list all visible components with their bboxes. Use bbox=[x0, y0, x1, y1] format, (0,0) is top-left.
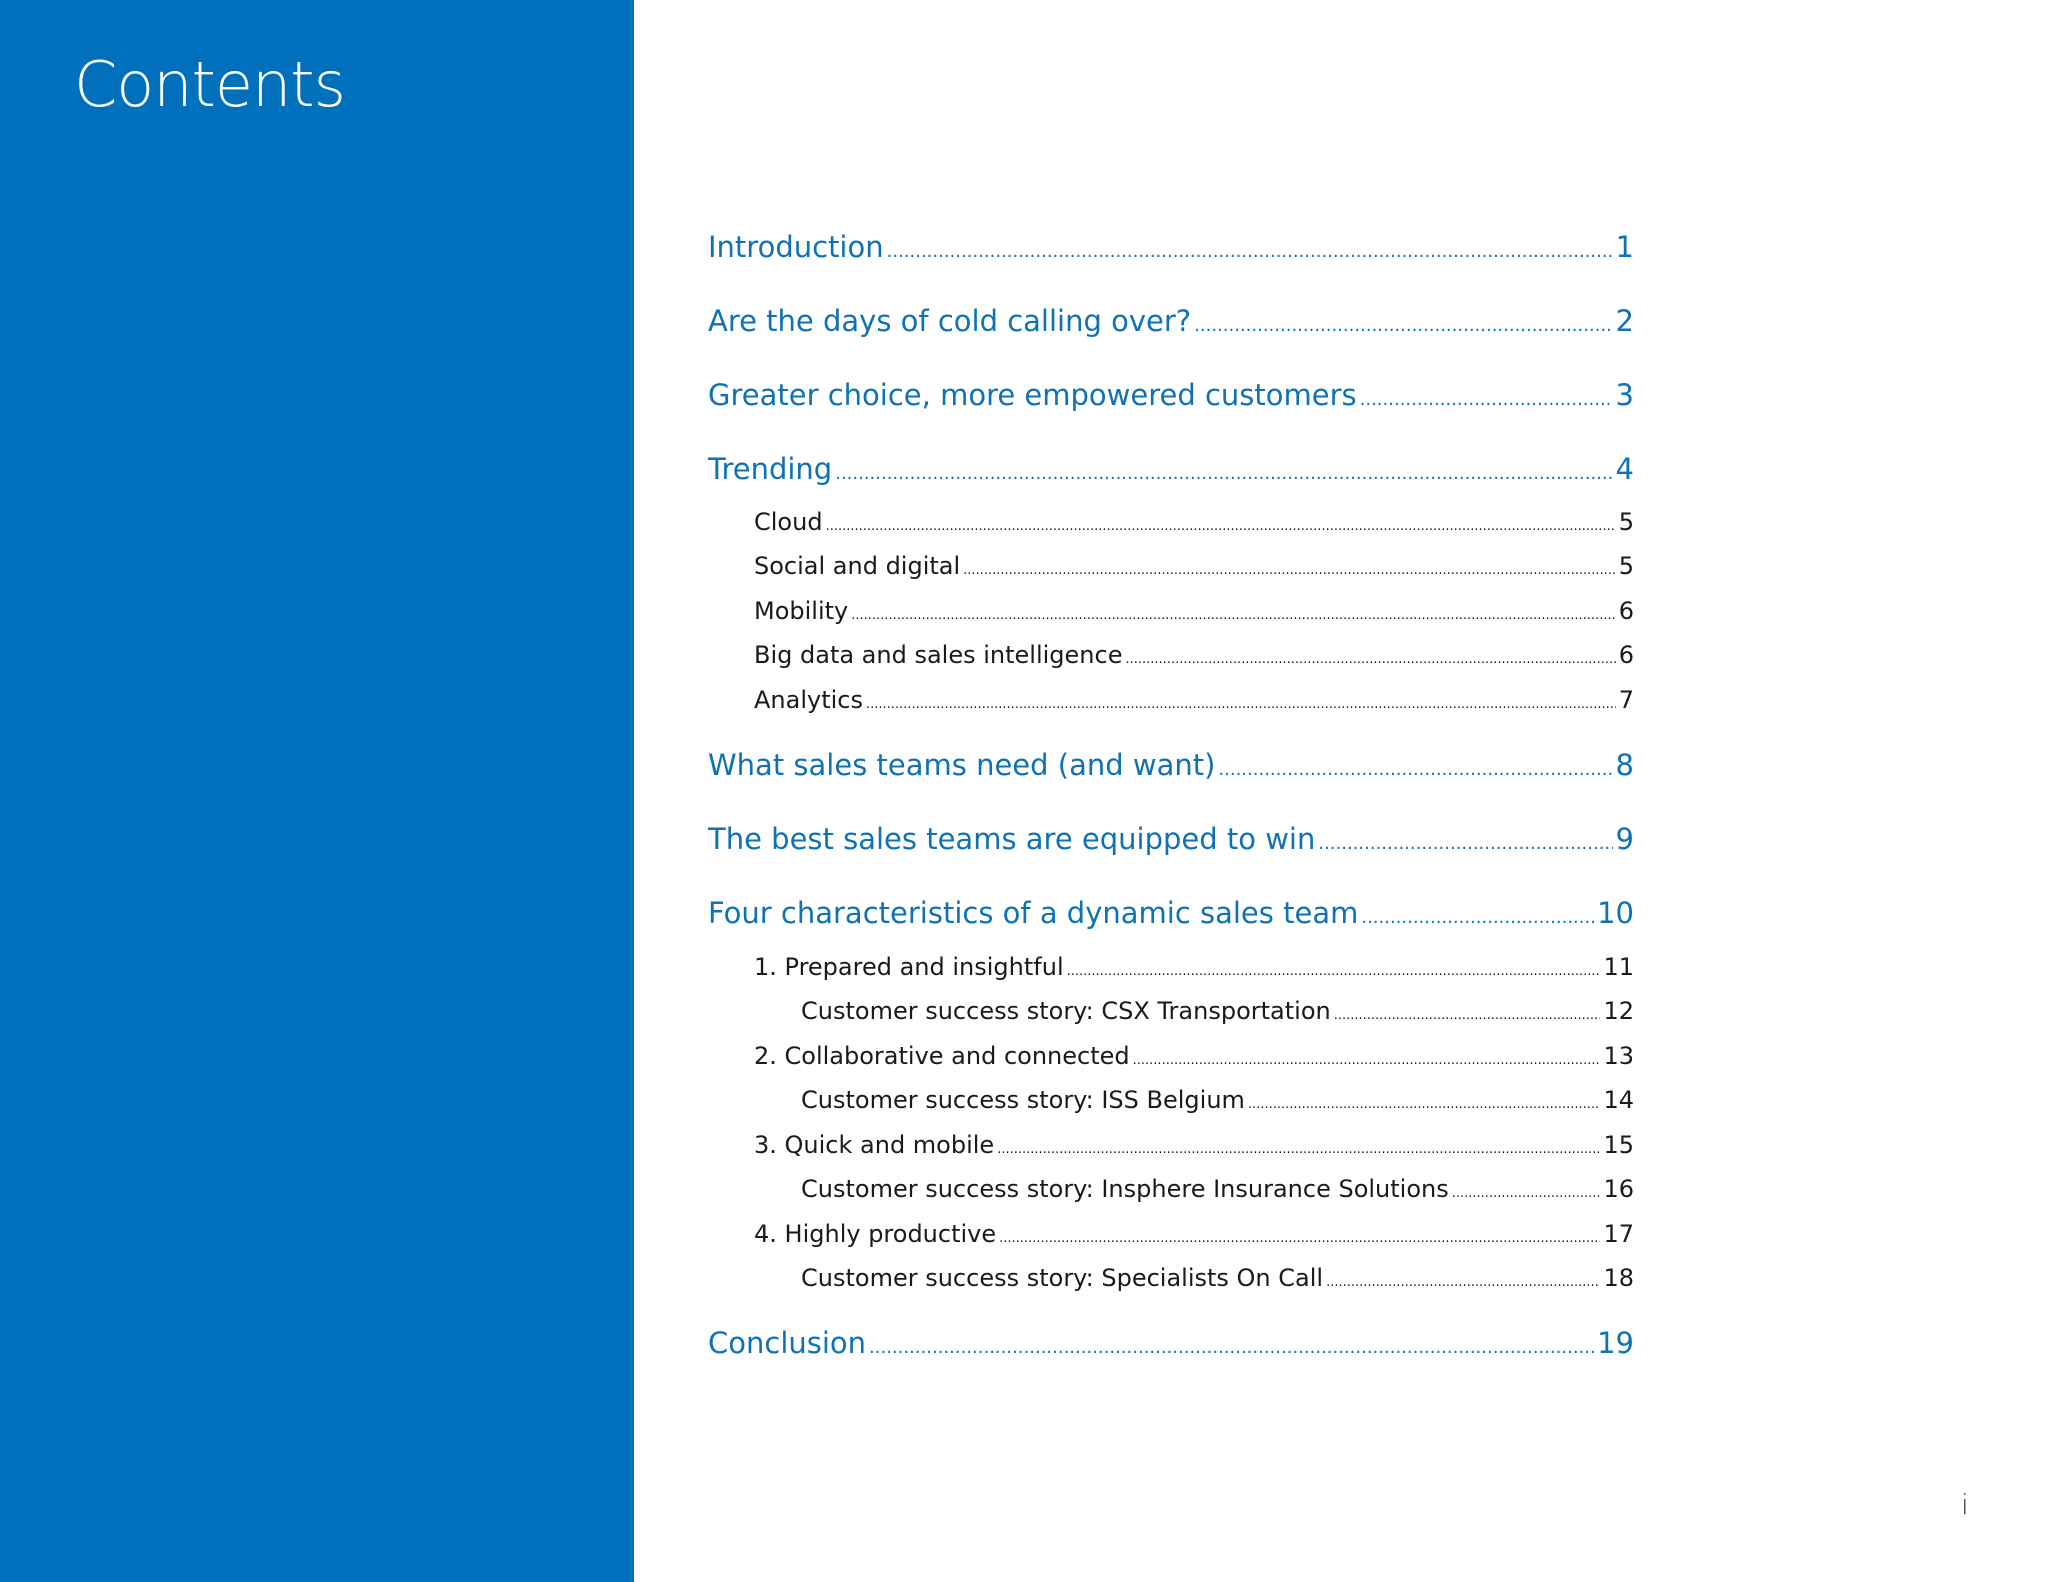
dot-leader bbox=[887, 241, 1613, 263]
dot-leader bbox=[997, 1142, 1600, 1158]
toc-entry-page: 5 bbox=[1618, 552, 1634, 580]
dot-leader bbox=[1248, 1097, 1601, 1113]
toc-entry-title: Customer success story: Insphere Insurance Solutions bbox=[801, 1175, 1449, 1203]
toc-entry-title: Big data and sales intelligence bbox=[754, 641, 1123, 669]
toc-entry-page: 4 bbox=[1615, 452, 1634, 486]
toc-entry-page: 1 bbox=[1615, 230, 1634, 264]
toc-entry[interactable] bbox=[708, 304, 1634, 339]
dot-leader bbox=[835, 463, 1612, 485]
toc-entry[interactable] bbox=[754, 686, 1634, 715]
toc-entry-title: Analytics bbox=[754, 686, 863, 714]
dot-leader bbox=[1452, 1186, 1601, 1202]
toc-entry[interactable] bbox=[754, 1131, 1634, 1160]
dot-leader bbox=[1334, 1008, 1601, 1024]
toc-entry[interactable] bbox=[708, 378, 1634, 413]
page-title: Contents bbox=[74, 48, 345, 121]
toc-entry[interactable] bbox=[754, 1220, 1634, 1249]
toc-entry-title: Conclusion bbox=[708, 1326, 867, 1360]
toc-entry[interactable] bbox=[754, 953, 1634, 982]
toc-entry-page: 8 bbox=[1615, 748, 1634, 782]
toc-entry-title: Cloud bbox=[754, 508, 823, 536]
dot-leader bbox=[999, 1231, 1600, 1247]
toc-entry-title: Customer success story: ISS Belgium bbox=[801, 1086, 1245, 1114]
toc-entry[interactable] bbox=[801, 1264, 1634, 1293]
dot-leader bbox=[1125, 652, 1615, 668]
toc-entry-page: 12 bbox=[1603, 997, 1634, 1025]
toc-entry-title: The best sales teams are equipped to win bbox=[708, 822, 1316, 856]
page-number: i bbox=[1961, 1488, 1969, 1521]
toc-entry[interactable] bbox=[754, 641, 1634, 670]
dot-leader bbox=[869, 1337, 1594, 1359]
dot-leader bbox=[963, 563, 1616, 579]
toc-entry-title: Greater choice, more empowered customers bbox=[708, 378, 1357, 412]
toc-entry-page: 3 bbox=[1615, 378, 1634, 412]
toc-entry-page: 6 bbox=[1618, 597, 1634, 625]
toc-entry[interactable] bbox=[801, 1086, 1634, 1115]
toc-entry-title: Customer success story: Specialists On Call bbox=[801, 1264, 1324, 1292]
toc-entry-title: Customer success story: CSX Transportation bbox=[801, 997, 1331, 1025]
toc-entry[interactable] bbox=[708, 822, 1634, 857]
dot-leader bbox=[1326, 1275, 1600, 1291]
toc-entry-page: 18 bbox=[1603, 1264, 1634, 1292]
toc-entry[interactable] bbox=[801, 1175, 1634, 1204]
toc-entry-page: 5 bbox=[1618, 508, 1634, 536]
toc-entry-page: 13 bbox=[1603, 1042, 1634, 1070]
toc-entry-title: Four characteristics of a dynamic sales team bbox=[708, 896, 1359, 930]
toc-entry-title: Are the days of cold calling over? bbox=[708, 304, 1192, 338]
toc-entry[interactable] bbox=[708, 1326, 1634, 1361]
toc-entry-page: 14 bbox=[1603, 1086, 1634, 1114]
toc-entry[interactable] bbox=[708, 230, 1634, 265]
toc-entry[interactable] bbox=[754, 552, 1634, 581]
toc-entry-title: Mobility bbox=[754, 597, 849, 625]
toc-entry[interactable] bbox=[708, 896, 1634, 931]
toc-entry-title: 4. Highly productive bbox=[754, 1220, 997, 1248]
toc-entry-title: 1. Prepared and insightful bbox=[754, 953, 1064, 981]
toc-entry-page: 19 bbox=[1597, 1326, 1634, 1360]
toc-entry[interactable] bbox=[708, 748, 1634, 783]
dot-leader bbox=[1133, 1053, 1601, 1069]
toc-entry-page: 16 bbox=[1603, 1175, 1634, 1203]
toc-entry-page: 15 bbox=[1603, 1131, 1634, 1159]
dot-leader bbox=[1218, 759, 1612, 781]
toc-entry-title: Trending bbox=[708, 452, 833, 486]
toc-entry-title: What sales teams need (and want) bbox=[708, 748, 1216, 782]
toc-entry[interactable] bbox=[801, 997, 1634, 1026]
toc-entry-page: 9 bbox=[1615, 822, 1634, 856]
toc-entry-page: 2 bbox=[1615, 304, 1634, 338]
dot-leader bbox=[826, 519, 1616, 535]
toc-entry-title: Introduction bbox=[708, 230, 884, 264]
toc-entry-title: Social and digital bbox=[754, 552, 961, 580]
dot-leader bbox=[1067, 964, 1601, 980]
toc-entry[interactable] bbox=[754, 508, 1634, 537]
dot-leader bbox=[1361, 907, 1594, 929]
table-of-contents bbox=[708, 0, 1634, 1582]
sidebar-panel bbox=[0, 0, 634, 1582]
dot-leader bbox=[1318, 833, 1612, 855]
toc-entry-title: 3. Quick and mobile bbox=[754, 1131, 995, 1159]
toc-entry[interactable] bbox=[754, 597, 1634, 626]
toc-entry-page: 10 bbox=[1597, 896, 1634, 930]
toc-entry[interactable] bbox=[754, 1042, 1634, 1071]
toc-entry-page: 6 bbox=[1618, 641, 1634, 669]
toc-entry-page: 17 bbox=[1603, 1220, 1634, 1248]
toc-entry-page: 11 bbox=[1603, 953, 1634, 981]
dot-leader bbox=[851, 608, 1615, 624]
dot-leader bbox=[1360, 389, 1613, 411]
toc-entry[interactable] bbox=[708, 452, 1634, 487]
toc-entry-title: 2. Collaborative and connected bbox=[754, 1042, 1130, 1070]
toc-entry-page: 7 bbox=[1618, 686, 1634, 714]
dot-leader bbox=[866, 697, 1616, 713]
dot-leader bbox=[1194, 315, 1612, 337]
